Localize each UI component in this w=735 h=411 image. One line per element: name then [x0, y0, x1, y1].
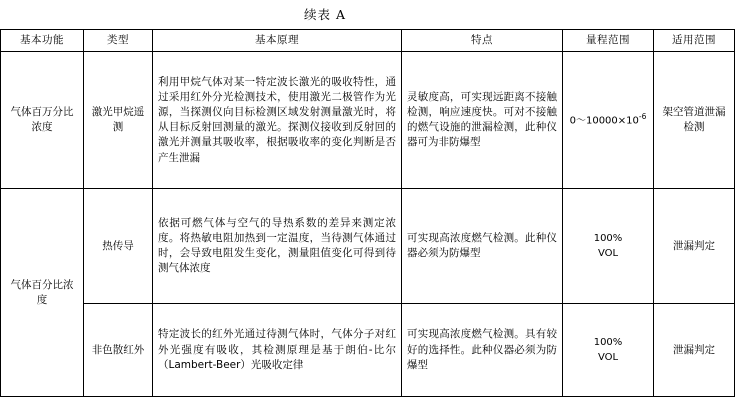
header-range: 量程范围	[563, 30, 654, 52]
cell-range	[563, 52, 654, 189]
cell-feature: 可实现高浓度燃气检测。此种仪器必须为防爆型	[402, 189, 563, 304]
range-exponent: -6	[638, 111, 647, 121]
header-application: 适用范围	[654, 30, 735, 52]
table-row	[1, 189, 735, 304]
table-header-row	[1, 30, 735, 52]
table-row	[1, 52, 735, 189]
header-basic-function: 基本功能	[1, 30, 84, 52]
cell-type: 非色散红外	[84, 304, 153, 397]
cell-basic-function: 气体百万分比浓度	[1, 52, 84, 189]
cell-range	[563, 189, 654, 304]
range-value: 0～10000×10	[569, 115, 639, 127]
cell-feature: 灵敏度高，可实现远距离不接触检测，响应速度快。可对不接触的燃气设施的泄漏检测，此种仪器可为非防爆型	[402, 52, 563, 189]
header-principle: 基本原理	[153, 30, 402, 52]
cell-type: 热传导	[84, 189, 153, 304]
range-value: 100%	[593, 337, 623, 349]
cell-application: 泄漏判定	[654, 304, 735, 397]
cell-basic-function: 气体百分比浓度	[1, 189, 84, 397]
header-feature: 特点	[402, 30, 563, 52]
cell-application: 泄漏判定	[654, 189, 735, 304]
header-type: 类型	[84, 30, 153, 52]
page-title: 续表 A	[303, 7, 346, 22]
cell-range	[563, 304, 654, 397]
cell-principle: 利用甲烷气体对某一特定波长激光的吸收特性，通过采用红外分光检测技术，使用激光二极管作为光源，当探测仪向目标检测区域发射测量激光时，将从目标反射回测量的激光。探测仪接收到反射回的激光并测量其吸收率，根据吸收率的变化判断是否产生泄漏	[153, 52, 402, 189]
table-row	[1, 304, 735, 397]
specification-table	[0, 29, 735, 397]
cell-type: 激光甲烷遥测	[84, 52, 153, 189]
range-unit: VOL	[597, 248, 619, 260]
cell-application: 架空管道泄漏检测	[654, 52, 735, 189]
range-value: 100%	[593, 233, 623, 245]
range-unit: VOL	[597, 352, 619, 364]
cell-principle: 依据可燃气体与空气的导热系数的差异来测定浓度。将热敏电阻加热到一定温度，当待测气体通过时，会导致电阻发生变化，测量阻值变化可得到待测气体浓度	[153, 189, 402, 304]
cell-feature: 可实现高浓度燃气检测。具有较好的选择性。此种仪器必须为防爆型	[402, 304, 563, 397]
cell-principle: 特定波长的红外光通过待测气体时，气体分子对红外光强度有吸收，其检测原理是基于朗伯-比尔（Lambert-Beer）光吸收定律	[153, 304, 402, 397]
